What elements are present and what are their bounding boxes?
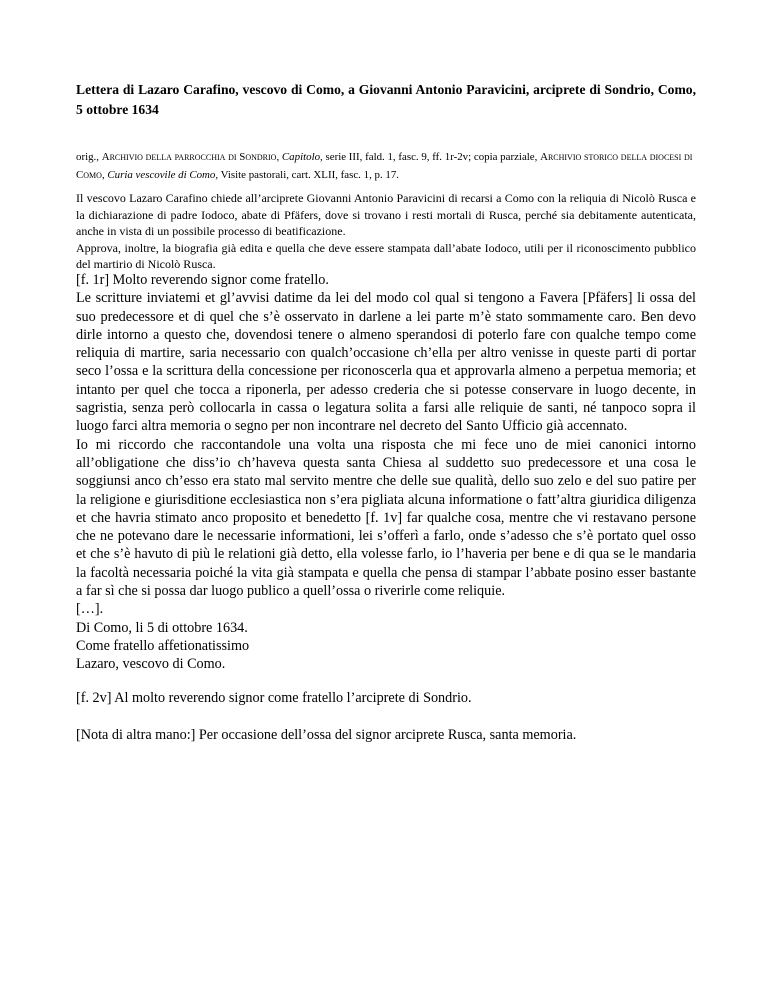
source-detail-2: Visite pastorali, cart. XLII, fasc. 1, p. 17.: [218, 169, 400, 181]
source-archive-1: Archivio della parrocchia di Sondrio: [101, 151, 277, 163]
source-fund-2: Curia vescovile di Como,: [107, 169, 219, 181]
source-sep-1: ,: [276, 151, 282, 163]
letter-paragraph: Io mi riccordo che raccontandole una volta una risposta che mi fece uno de miei canonici intorno all’obligatione che diss’io ch’haveva questa santa Chiesa al suddetto suo predecessore et una cosa le soggiunsi anco ch’esso era stato mal servito mentre che delle sue qualità, dello suo zelo e del suo patire per la religione e giurisditione ecclesiastica non s’era pigliata alcuna informatione o fatt’altra giuridica diligenza et che havria stimato anco proposito et benedetto [f. 1v] far qualche cosa, mentre che vi restavano persone che ne potevano dare le necessarie informationi, lei s’offerì a farlo, onde s’adesso che s’è portato quel osso et che s’è havuto di più le relationi già detto, ella volesse farlo, io l’haveria per bene e di qua se le mandaria la facoltà necessaria poiché la vita già stampata e quella che pensa di stampar l’abbate posino esser bastante a far sì che si possa dar luogo publico a quell’ossa o riverirle come reliquie.: [76, 436, 696, 600]
letter-signature: Lazaro, vescovo di Como.: [76, 656, 226, 673]
source-detail-1: serie III, fald. 1, fasc. 9, ff. 1r-2v; copia parziale,: [322, 151, 541, 163]
source-sep-2: ,: [101, 169, 108, 181]
other-hand-note: [Nota di altra mano:] Per occasione dell’ossa del signor arciprete Rusca, santa memoria.: [76, 727, 577, 743]
source-citation: [76, 148, 696, 184]
letter-date: Di Como, li 5 di ottobre 1634.: [76, 619, 248, 636]
summary: [76, 190, 696, 273]
letter-folio-start: [f. 1r] Molto reverendo signor come fratello.: [76, 272, 329, 288]
letter-paragraph: Le scritture inviatemi et gl’avvisi datime da lei del modo col qual si tengono a Favera [Pfäfers] li ossa del suo predecessore et di quel che s’è osservato in darlene a lei parte m’è stato sommamente caro. Ben devo dirle intorno a questo che, dovendosi tenere o almeno sperandosi di poterlo fare con qualche tempo come reliquia di martire, saria necessario con qualch’occasione ch’ella per altro venisse in queste parti di portar seco l’ossa e la scrittura della concessione per riconoscerla qua et approvarla almeno a perpetua memoria; et intanto per quel che tocca a riponerla, per adesso crederia che si potesse conservare in luogo decente, in sagristia, senza però collocarla in cassa o legatura solita a farsi alle reliquie de santi, né tanpoco sopra il luogo farci altra memoria o segno per non incontrare nel decreto del Santo Ufficio già accennato.: [76, 290, 696, 435]
source-prefix: orig.,: [76, 151, 102, 163]
summary-paragraph: Approva, inoltre, la biografia già edita e quella che deve essere stampata dall’abate Iodoco, utili per il riconoscimento pubblico del martirio di Nicolò Rusca.: [76, 240, 696, 271]
letter-body: [76, 271, 696, 674]
source-fund-1: Capitolo,: [281, 151, 323, 163]
document-title: Lettera di Lazaro Carafino, vescovo di Como, a Giovanni Antonio Paravicini, arciprete di Sondrio, Como, 5 ottobre 1634: [76, 82, 696, 117]
source-archive-2: Archivio storico della diocesi di Como: [76, 151, 693, 181]
letter-closing: Come fratello affetionatissimo: [76, 637, 250, 654]
letter-ellipsis: […].: [76, 601, 104, 618]
summary-paragraph: Il vescovo Lazaro Carafino chiede all’arciprete Giovanni Antonio Paravicini di recarsi a Como con la reliquia di Nicolò Rusca e la dichiarazione di padre Iodoco, abate di Pfäfers, dove si trovano i resti mortali di Rusca, perché sia debitamente autenticata, anche in vista di un possibile processo di beatificazione.: [76, 191, 696, 238]
letter-address: [f. 2v] Al molto reverendo signor come fratello l’arciprete di Sondrio.: [76, 690, 472, 706]
